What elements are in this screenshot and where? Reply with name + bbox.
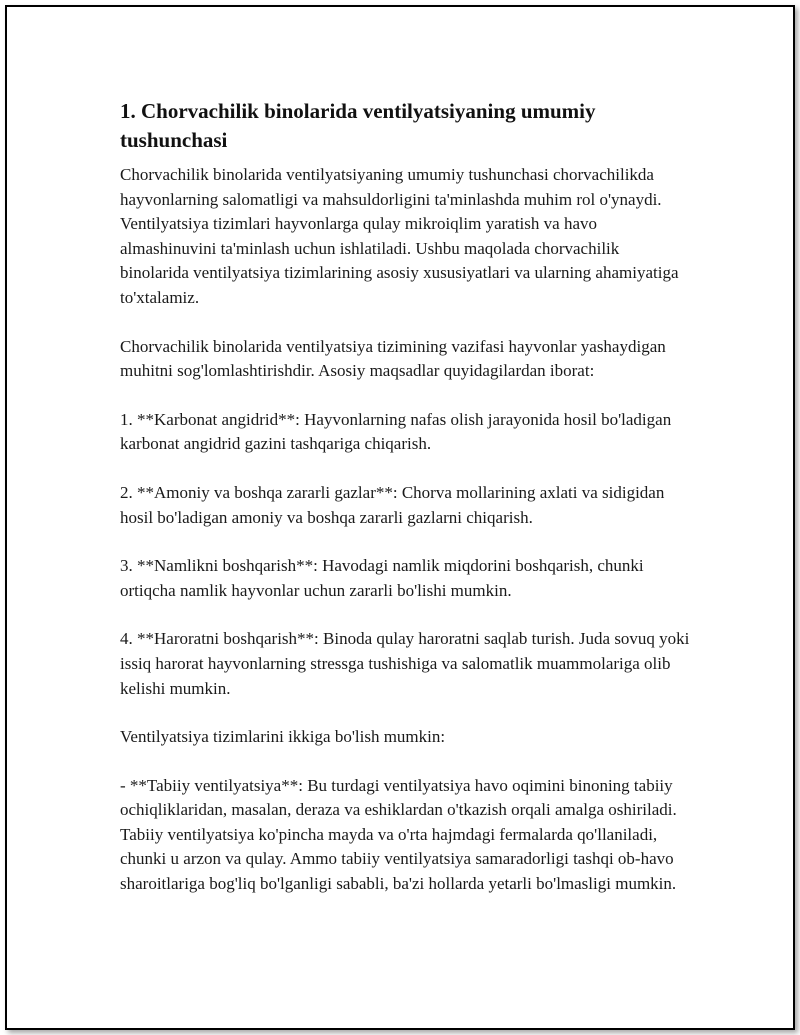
section-heading: 1. Chorvachilik binolarida ventilyatsiyaning umumiy tushunchasi — [120, 99, 596, 152]
document-page — [5, 5, 795, 1030]
list-item-humidity: 3. **Namlikni boshqarish**: Havodagi namlik miqdorini boshqarish, chunki ortiqcha namlik hayvonlar uchun zararli bo'lishi mumkin. — [120, 556, 644, 600]
list-item-natural-ventilation: - **Tabiiy ventilyatsiya**: Bu turdagi ventilyatsiya havo oqimini binoning tabiiy ochiqliklaridan, masalan, deraza va eshiklardan o'tkazish orqali amalga oshiriladi. Tabiiy ventilyatsiya ko'pincha mayda va o'rta hajmdagi fermalarda qo'llaniladi, chunki u arzon va qulay. Ammo tabiiy ventilyatsiya samaradorligi tashqi ob-havo sharoitlariga bog'liq bo'lganligi sababli, ba'zi hollarda yetarli bo'lmasligi mumkin. — [120, 775, 677, 894]
list-item-ammonia: 2. **Amoniy va boshqa zararli gazlar**: Chorva mollarining axlati va sidigidan hosil bo'ladigan amoniy va boshqa zararli gazlarni chiqarish. — [120, 482, 665, 527]
paragraph-purpose: Chorvachilik binolarida ventilyatsiya tizimining vazifasi hayvonlar yashaydigan muhitni sog'lomlashtirishdir. Asosiy maqsadlar quyidagilardan iborat: — [120, 336, 666, 381]
list-item-temperature: 4. **Haroratni boshqarish**: Binoda qulay haroratni saqlab turish. Juda sovuq yoki issiq harorat hayvonlarning stressga tushishiga va salomatlik muammolariga olib kelishi mumkin. — [120, 629, 690, 698]
document-content — [120, 97, 690, 921]
list-item-carbon-dioxide: 1. **Karbonat angidrid**: Hayvonlarning nafas olish jarayonida hosil bo'ladigan karbonat angidrid gazini tashqariga chiqarish. — [120, 409, 672, 454]
paragraph-types: Ventilyatsiya tizimlarini ikkiga bo'lish mumkin: — [120, 727, 446, 747]
paragraph-intro: Chorvachilik binolarida ventilyatsiyaning umumiy tushunchasi chorvachilikda hayvonlarning salomatligi va mahsuldorligini ta'minlashda muhim rol o'ynaydi. Ventilyatsiya tizimlari hayvonlarga qulay mikroiqlim yaratish va havo almashinuvini ta'minlash uchun ishlatiladi. Ushbu maqolada chorvachilik binolarida ventilyatsiya tizimlarining asosiy xususiyatlari va ularning ahamiyatiga to'xtalamiz. — [120, 165, 679, 307]
